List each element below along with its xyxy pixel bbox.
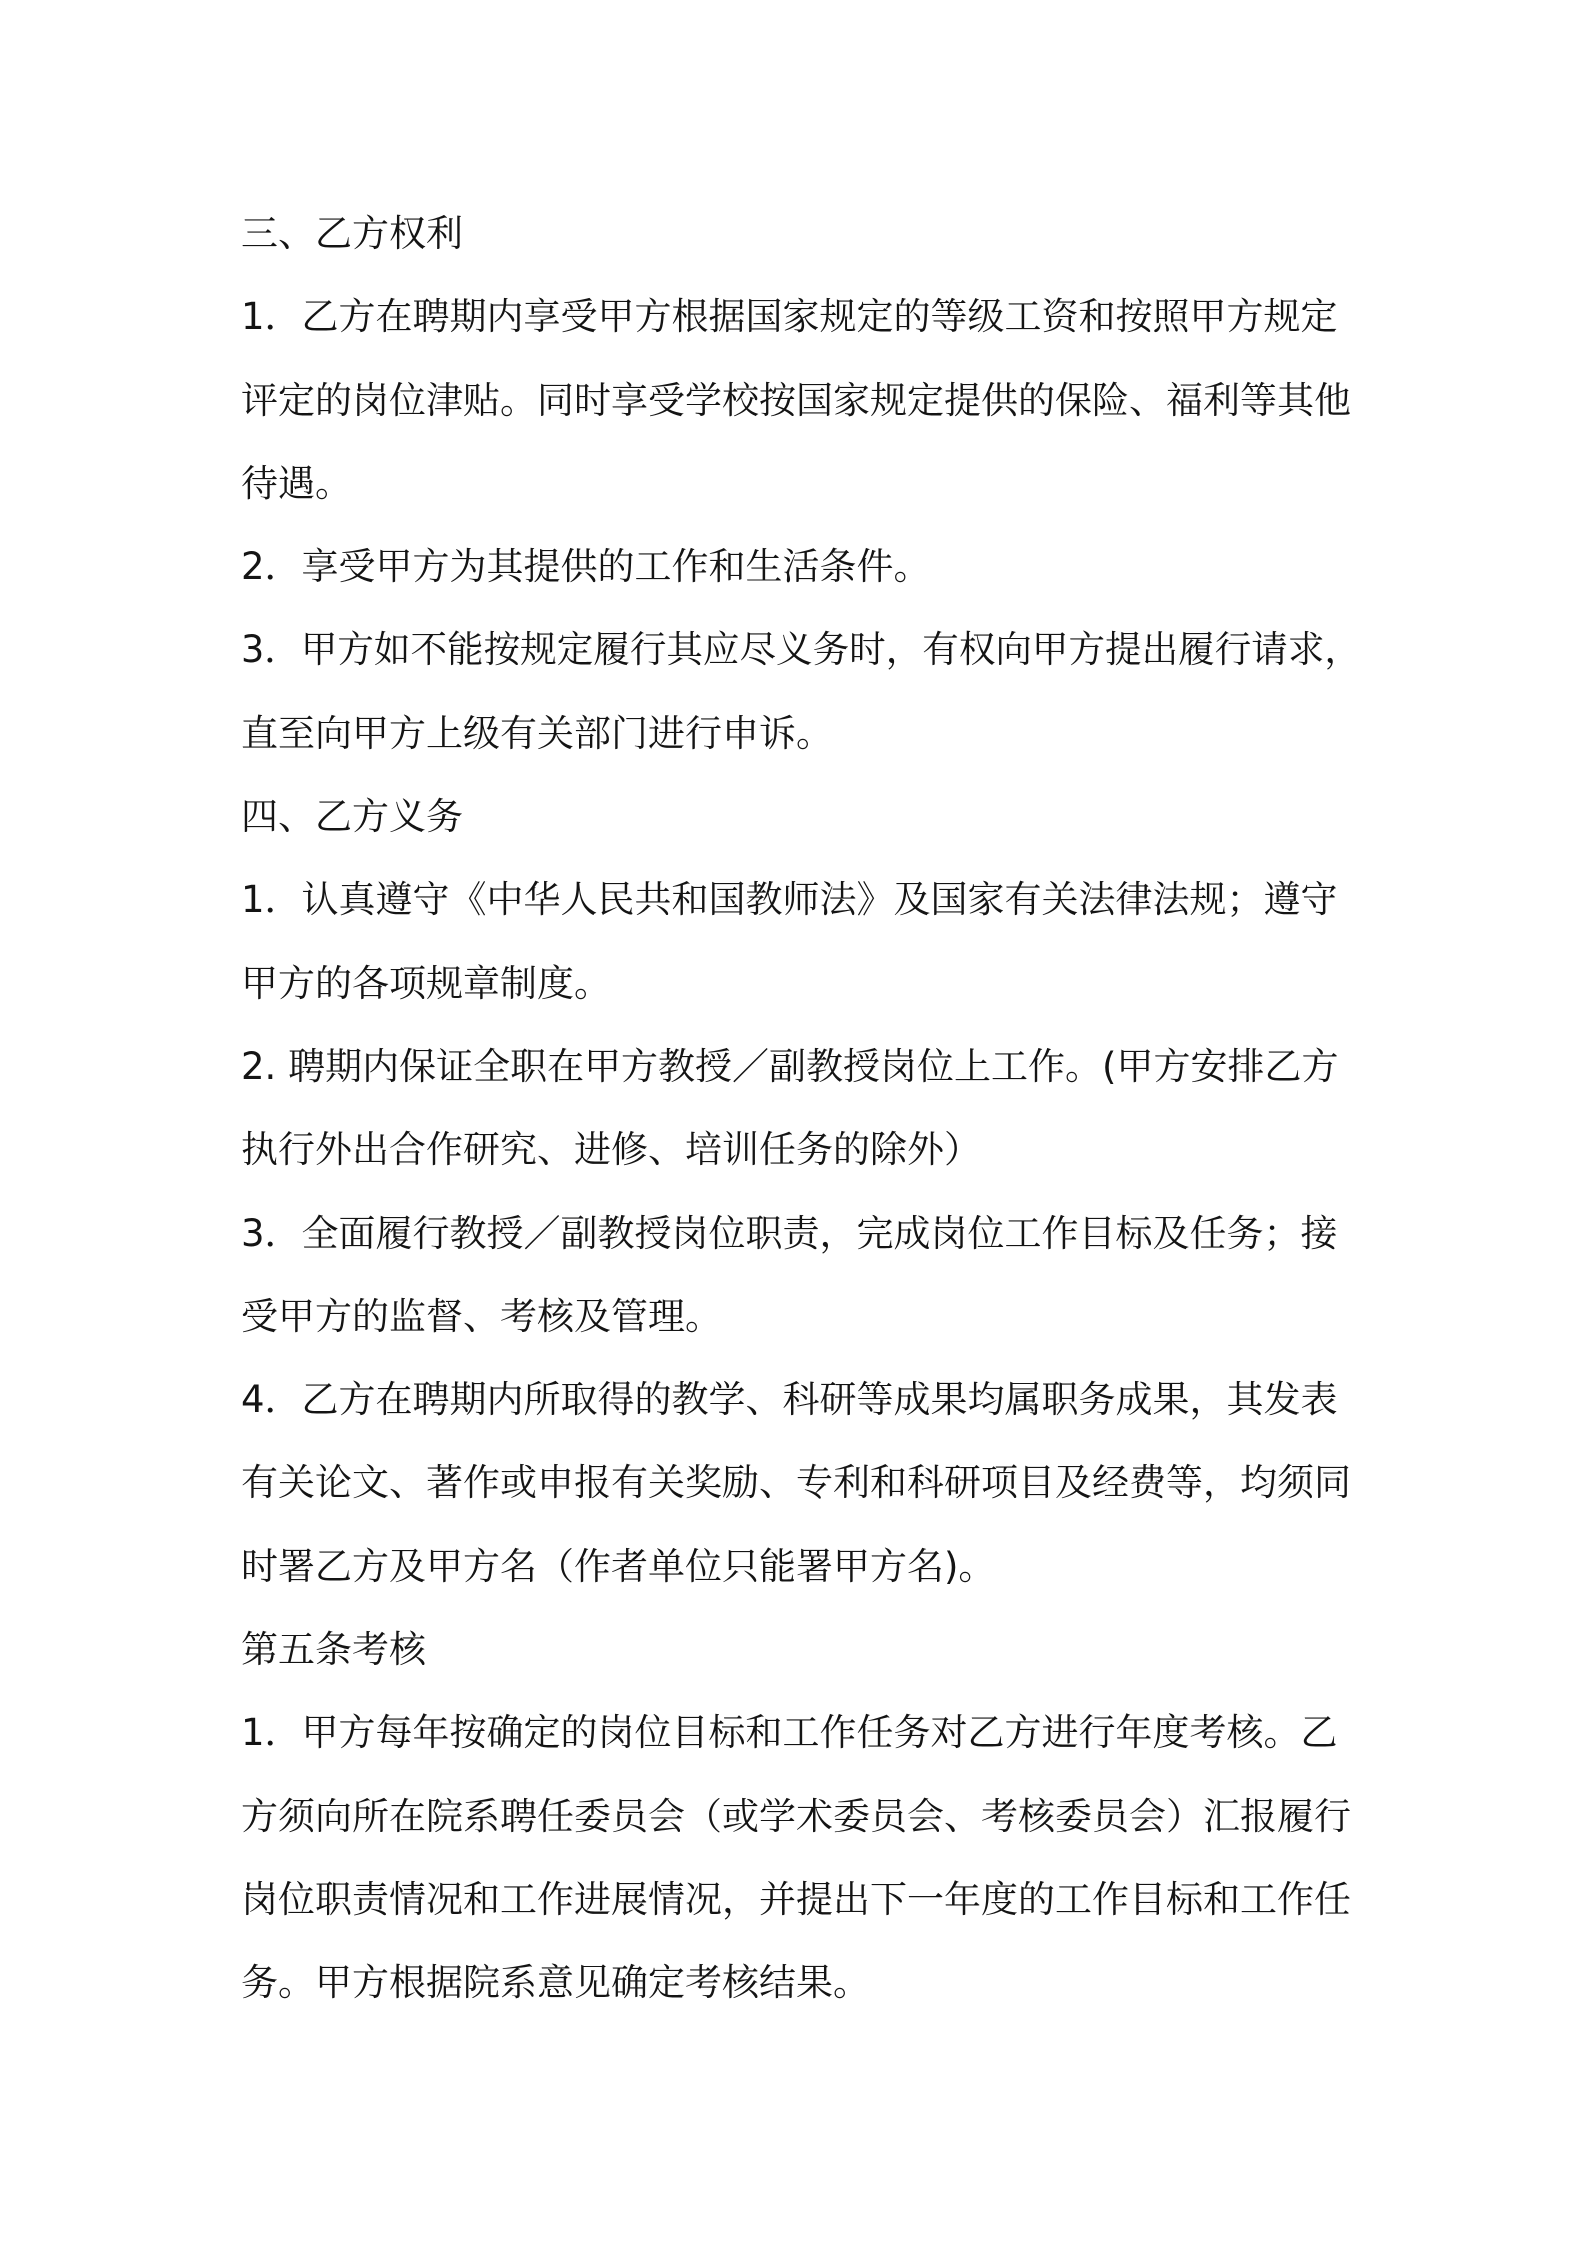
text-line: 评定的岗位津贴。同时享受学校按国家规定提供的保险、福利等其他 — [241, 378, 1351, 422]
text-line: 执行外出合作研究、进修、培训任务的除外） — [241, 1128, 981, 1172]
text-line: 3．甲方如不能按规定履行其应尽义务时，有权向甲方提出履行请求， — [241, 628, 1361, 672]
text-line: 待遇。 — [241, 461, 352, 505]
text-line: 3．全面履行教授／副教授岗位职责，完成岗位工作目标及任务；接 — [241, 1211, 1338, 1255]
paragraph-right-2 — [241, 525, 1361, 608]
text-line: 第五条考核 — [241, 1628, 426, 1672]
paragraph-right-1 — [241, 275, 1361, 525]
paragraph-duty-3 — [241, 1192, 1361, 1359]
text-line: 2．享受甲方为其提供的工作和生活条件。 — [241, 545, 931, 589]
text-line: 1．甲方每年按确定的岗位目标和工作任务对乙方进行年度考核。乙 — [241, 1711, 1338, 1755]
text-line: 甲方的各项规章制度。 — [241, 961, 611, 1005]
paragraph-duty-2 — [241, 1025, 1361, 1192]
text-line: 时署乙方及甲方名（作者单位只能署甲方名)。 — [241, 1544, 996, 1588]
paragraph-duty-4 — [241, 1358, 1361, 1608]
paragraph-exam-1 — [241, 1691, 1361, 2024]
section-heading-heading-5 — [241, 1608, 1361, 1691]
section-heading-heading-4 — [241, 775, 1361, 858]
text-line: 四、乙方义务 — [241, 795, 463, 839]
text-line: 方须向所在院系聘任委员会（或学术委员会、考核委员会）汇报履行 — [241, 1794, 1351, 1838]
text-line: 受甲方的监督、考核及管理。 — [241, 1294, 722, 1338]
document-body — [241, 192, 1361, 2025]
text-line: 有关论文、著作或申报有关奖励、专利和科研项目及经费等，均须同 — [241, 1461, 1351, 1505]
section-heading-heading-3 — [241, 192, 1361, 275]
text-line: 直至向甲方上级有关部门进行申诉。 — [241, 711, 833, 755]
text-line: 三、乙方权利 — [241, 212, 463, 255]
text-line: 2. 聘期内保证全职在甲方教授／副教授岗位上工作。(甲方安排乙方 — [241, 1044, 1339, 1088]
text-line: 务。甲方根据院系意见确定考核结果。 — [241, 1961, 870, 2005]
text-line: 1．乙方在聘期内享受甲方根据国家规定的等级工资和按照甲方规定 — [241, 295, 1338, 339]
text-line: 4．乙方在聘期内所取得的教学、科研等成果均属职务成果，其发表 — [241, 1378, 1338, 1422]
text-line: 1．认真遵守《中华人民共和国教师法》及国家有关法律法规；遵守 — [241, 878, 1338, 922]
paragraph-duty-1 — [241, 858, 1361, 1025]
text-line: 岗位职责情况和工作进展情况，并提出下一年度的工作目标和工作任 — [241, 1877, 1351, 1921]
paragraph-right-3 — [241, 608, 1361, 775]
